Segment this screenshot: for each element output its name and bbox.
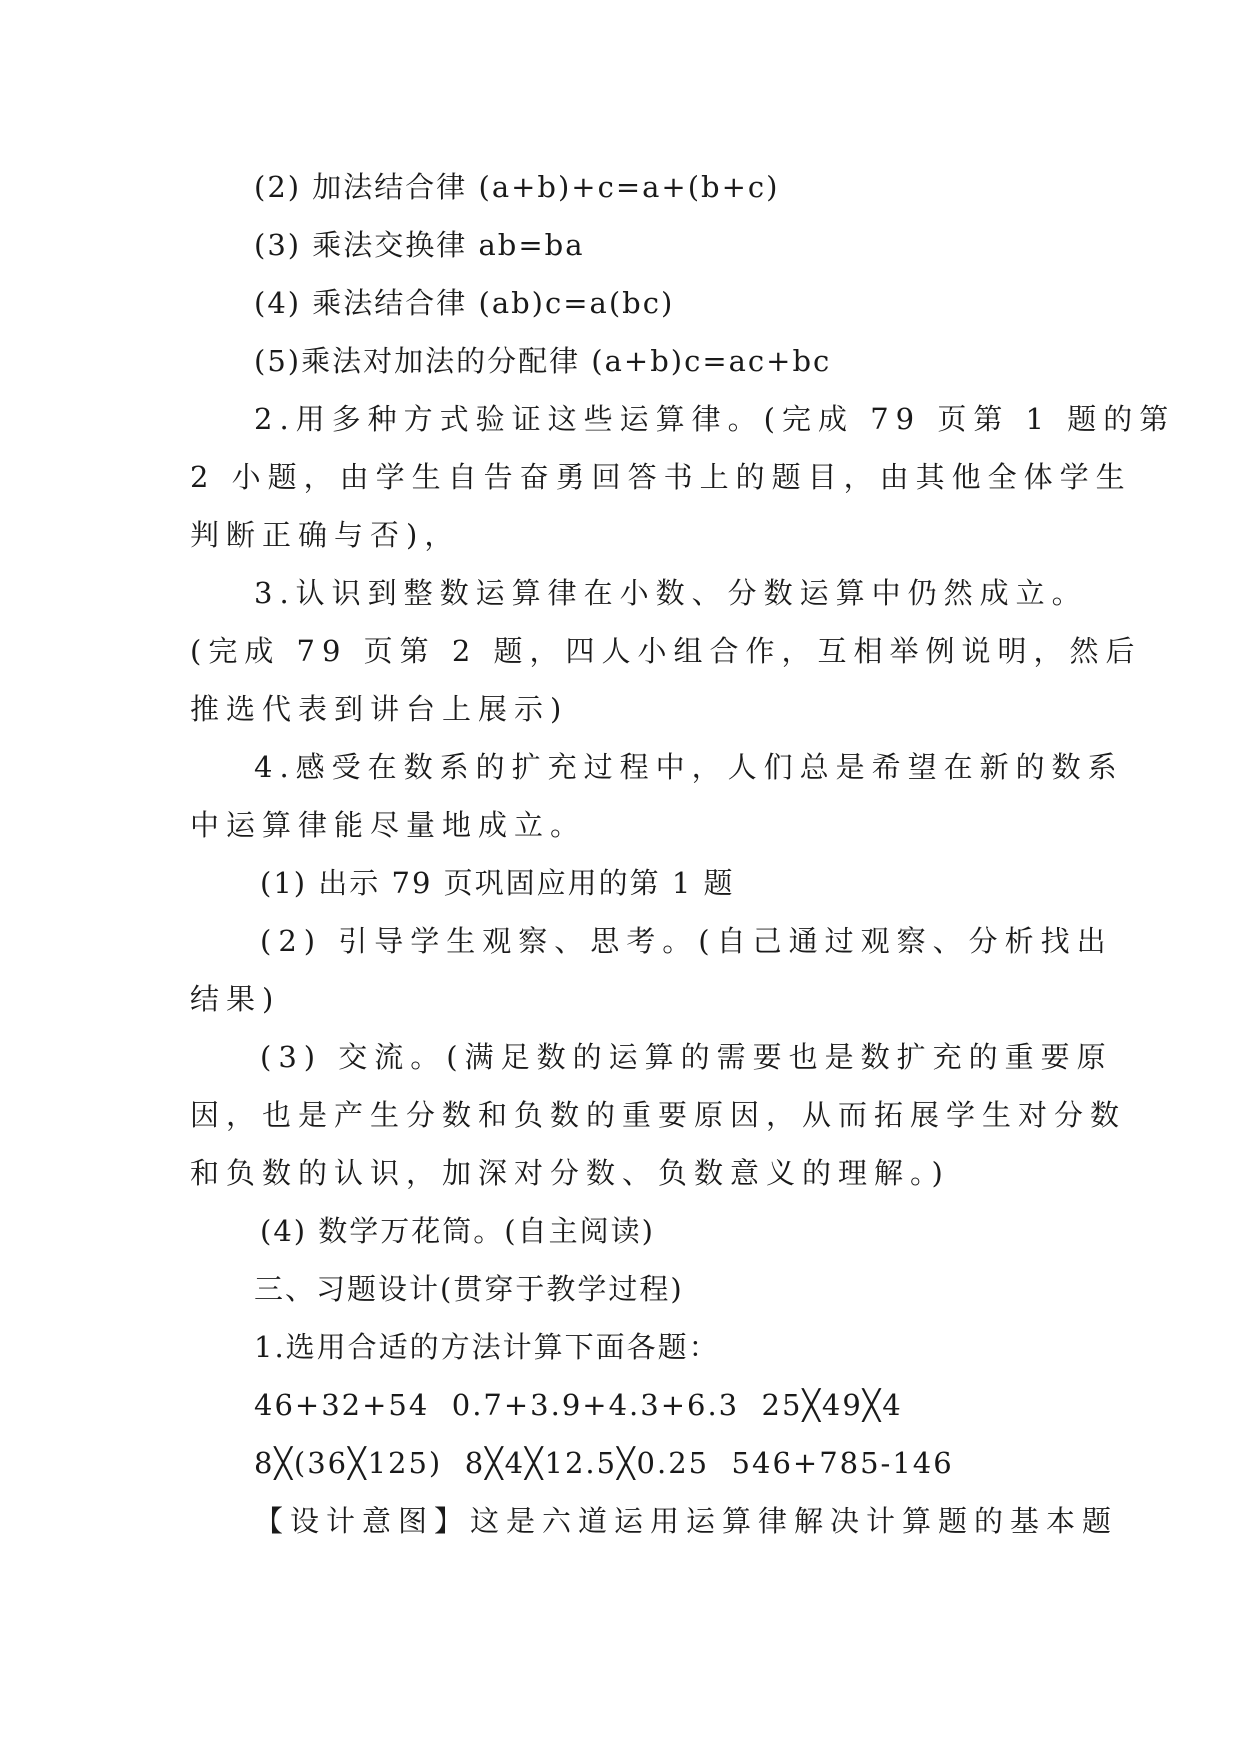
paragraph-3-line-3: 推选代表到讲台上展示) xyxy=(190,692,569,726)
section-heading-exercises: 三、习题设计(贯穿于教学过程) xyxy=(254,1272,684,1306)
step-2-line-2: 结果) xyxy=(190,982,281,1016)
step-3-line-3: 和负数的认识，加深对分数、负数意义的理解。) xyxy=(190,1156,950,1190)
paragraph-3-line-2: (完成 79 页第 2 题，四人小组合作，互相举例说明，然后 xyxy=(190,634,1142,668)
document-body xyxy=(190,158,1176,1550)
paragraph-2-line-3: 判断正确与否)， xyxy=(190,518,461,552)
law-commutative-multiplication: (3) 乘法交换律 ab=ba xyxy=(254,228,585,262)
step-2-line-1: (2) 引导学生观察、思考。(自己通过观察、分析找出 xyxy=(260,924,1113,958)
step-4: (4) 数学万花筒。(自主阅读) xyxy=(260,1214,655,1248)
step-1: (1) 出示 79 页巩固应用的第 1 题 xyxy=(260,866,735,900)
exercise-1-title: 1.选用合适的方法计算下面各题： xyxy=(254,1330,720,1364)
paragraph-4-line-2: 中运算律能尽量地成立。 xyxy=(190,808,587,842)
design-intent: 【设计意图】这是六道运用运算律解决计算题的基本题 xyxy=(254,1504,1119,1538)
paragraph-2-line-1: 2.用多种方式验证这些运算律。(完成 79 页第 1 题的第 xyxy=(254,402,1176,436)
paragraph-3-line-1: 3.认识到整数运算律在小数、分数运算中仍然成立。 xyxy=(254,576,1088,610)
step-3-line-1: (3) 交流。(满足数的运算的需要也是数扩充的重要原 xyxy=(260,1040,1113,1074)
step-3-line-2: 因，也是产生分数和负数的重要原因，从而拓展学生对分数 xyxy=(190,1098,1127,1132)
law-distributive: (5)乘法对加法的分配律 (a+b)c=ac+bc xyxy=(254,344,832,378)
law-associative-addition: (2) 加法结合律 (a+b)+c=a+(b+c) xyxy=(254,170,780,204)
paragraph-2-line-2: 2 小题，由学生自告奋勇回答书上的题目，由其他全体学生 xyxy=(190,460,1132,494)
law-associative-multiplication: (4) 乘法结合律 (ab)c=a(bc) xyxy=(254,286,675,320)
paragraph-4-line-1: 4.感受在数系的扩充过程中，人们总是希望在新的数系 xyxy=(254,750,1124,784)
exercise-1-problems-row-1: 46+32+54 0.7+3.9+4.3+6.3 25╳49╳4 xyxy=(254,1388,903,1422)
exercise-1-problems-row-2: 8╳(36╳125) 8╳4╳12.5╳0.25 546+785-146 xyxy=(254,1446,954,1480)
